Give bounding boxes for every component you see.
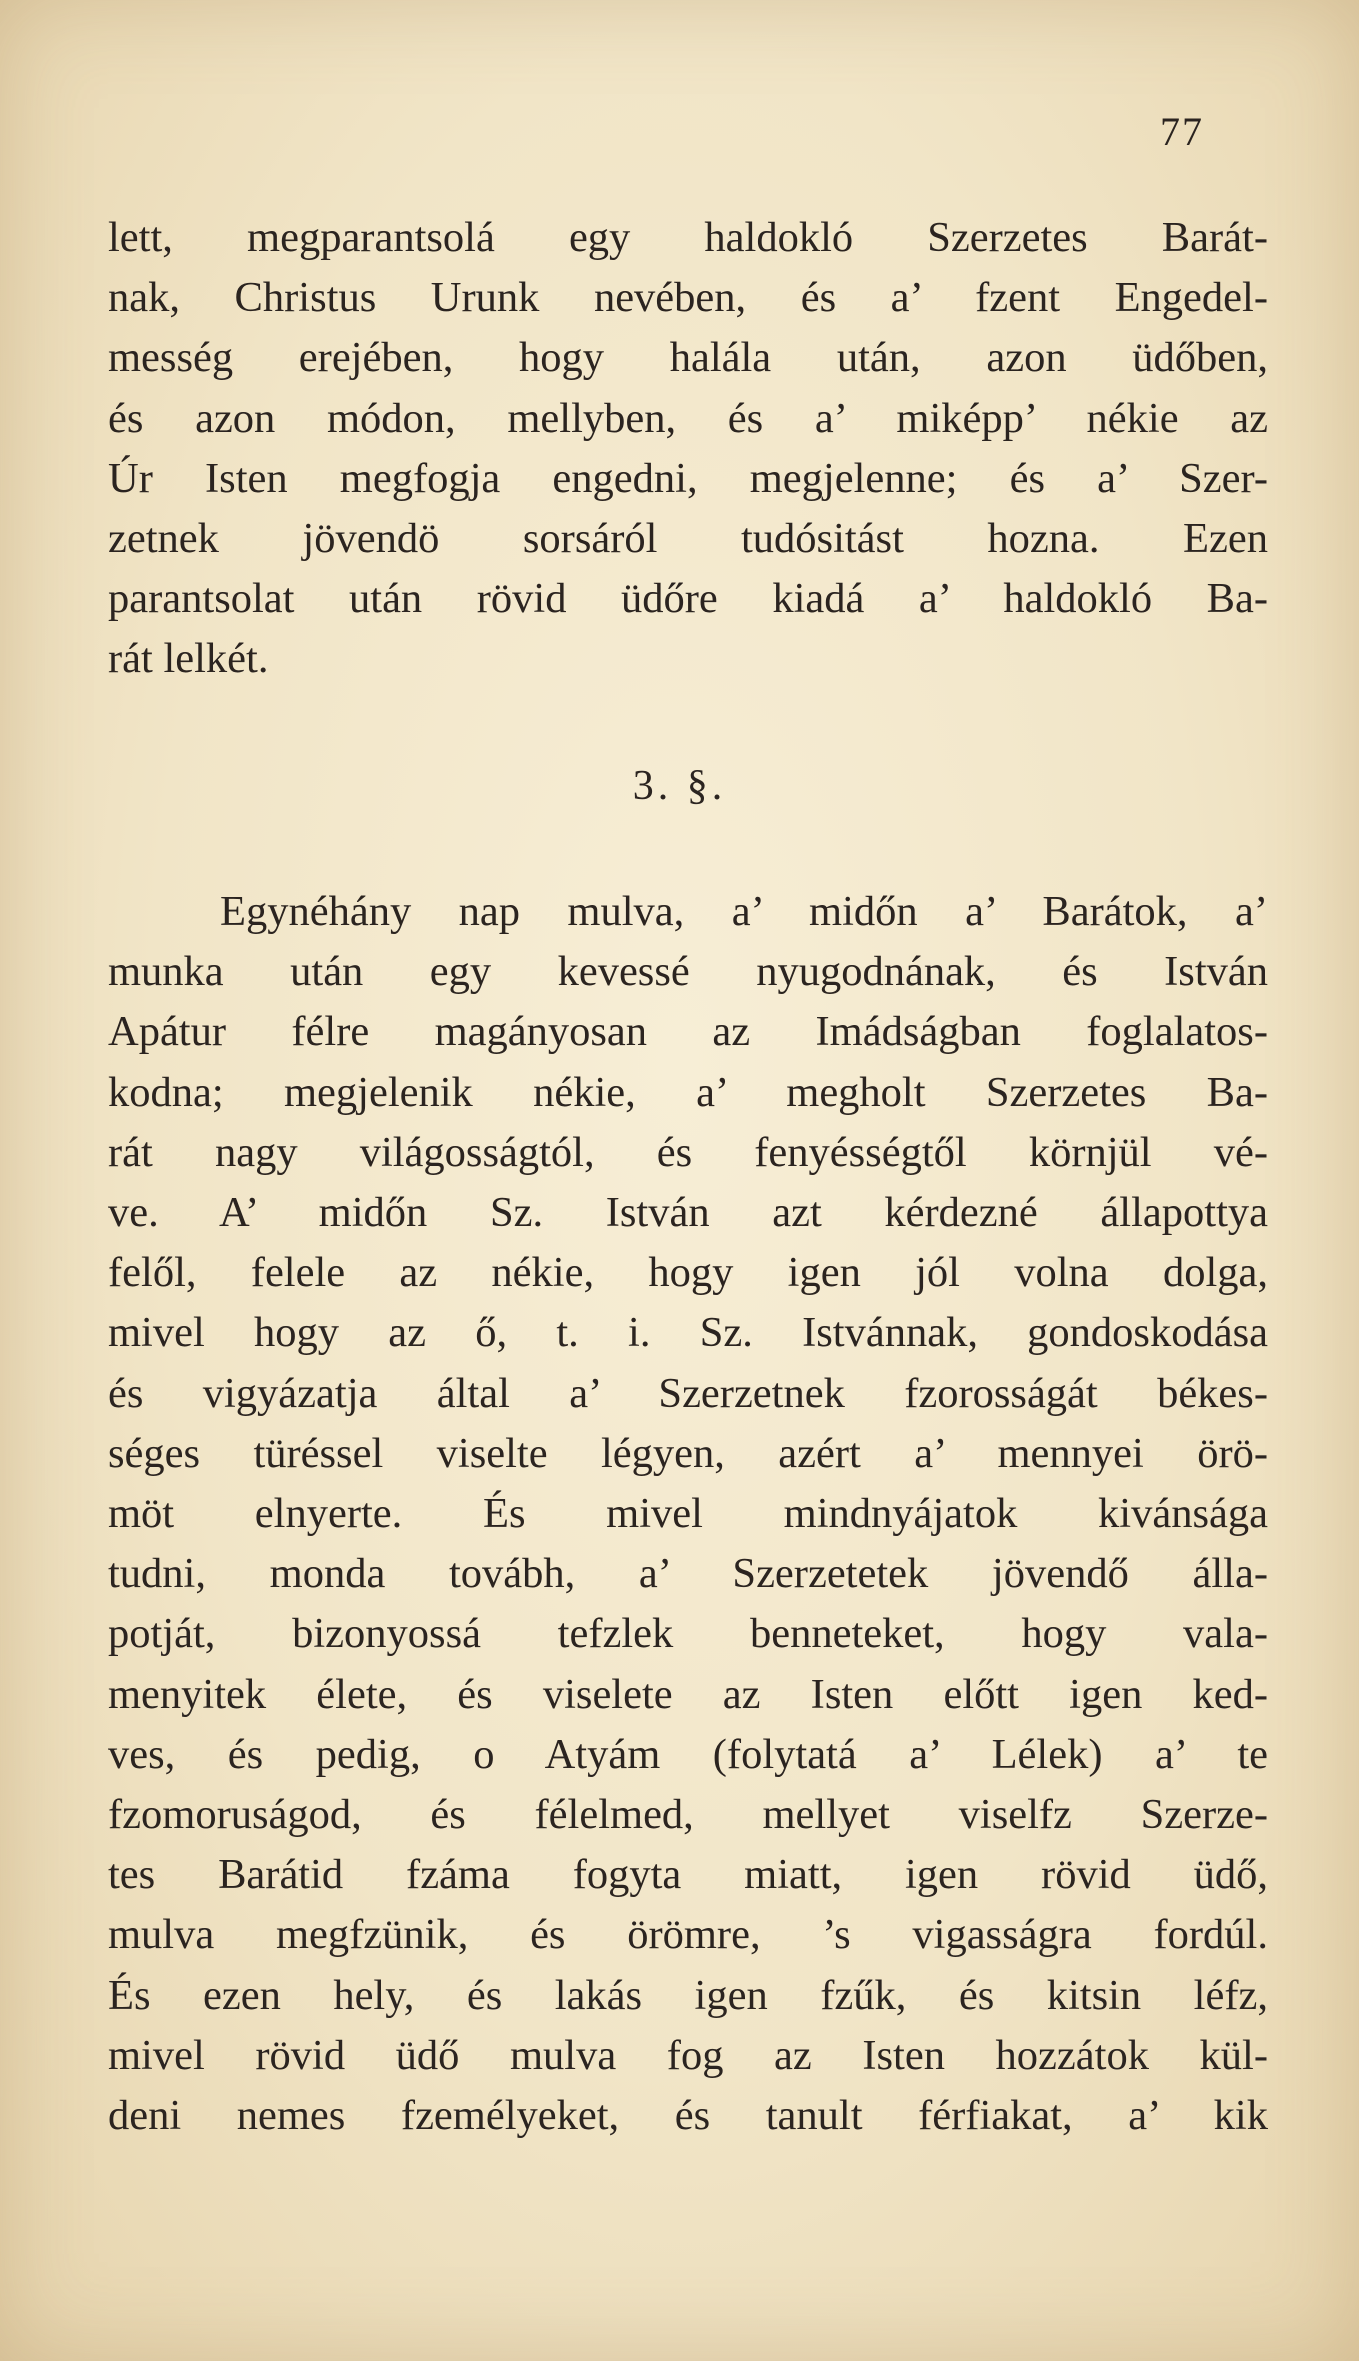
text-line: séges türéssel viselte légyen, azért a’ mennyei örö-	[108, 1429, 1268, 1477]
text-line: ves, és pedig, o Atyám (folytatá a’ Lélek) a’ te	[108, 1730, 1268, 1778]
text-line: potját, bizonyossá tefzlek benneteket, hogy vala-	[108, 1610, 1268, 1658]
text-line: kodna; megjelenik nékie, a’ megholt Szerzetes Ba-	[108, 1068, 1268, 1116]
text-line: És ezen hely, és lakás igen fzűk, és kitsin léfz,	[108, 1971, 1268, 2019]
text-line: mivel rövid üdő mulva fog az Isten hozzátok kül-	[108, 2031, 1268, 2079]
text-line: és azon módon, mellyben, és a’ miképp’ nékie az	[108, 394, 1268, 442]
text-line: munka után egy kevessé nyugodnának, és István	[108, 948, 1268, 996]
text-line: tudni, monda továbh, a’ Szerzetetek jövendő álla-	[108, 1550, 1268, 1598]
text-line: rát nagy világosságtól, és fenyésségtől körnjül vé-	[108, 1128, 1268, 1176]
page-number: 77	[1160, 109, 1204, 154]
text-line: rát lelkét.	[108, 635, 269, 683]
text-line: lett, megparantsolá egy haldokló Szerzetes Barát-	[108, 214, 1268, 261]
text-line: ve. A’ midőn Sz. István azt kérdezné állapottya	[108, 1189, 1268, 1237]
text-line: Úr Isten megfogja engedni, megjelenne; és a’ Szer-	[108, 454, 1268, 502]
text-line: zetnek jövendö sorsáról tudósitást hozna. Ezen	[108, 515, 1268, 563]
text-line: mulva megfzünik, és örömre, ’s vigasságra fordúl.	[108, 1911, 1268, 1959]
text-line: nak, Christus Urunk nevében, és a’ fzent Engedel-	[108, 274, 1268, 322]
text-line: és vigyázatja által a’ Szerzetnek fzorosságát békes-	[108, 1369, 1268, 1417]
paragraph-2	[108, 882, 1268, 2146]
text-line: parantsolat után rövid üdőre kiadá a’ haldokló Ba-	[108, 575, 1268, 623]
text-line: tes Barátid fzáma fogyta miatt, igen rövid üdő,	[108, 1851, 1268, 1899]
text-line: fzomoruságod, és félelmed, mellyet viselfz Szerze-	[108, 1791, 1268, 1839]
text-line: felől, felele az nékie, hogy igen jól volna dolga,	[108, 1249, 1268, 1297]
text-line: Apátur félre magányosan az Imádságban foglalatos-	[108, 1008, 1268, 1056]
section-heading: 3. §.	[632, 763, 727, 809]
text-line: messég erejében, hogy halála után, azon üdőben,	[108, 334, 1268, 382]
text-line: menyitek élete, és viselete az Isten előtt igen ked-	[108, 1670, 1268, 1718]
text-line: möt elnyerte. És mivel mindnyájatok kivánsága	[108, 1490, 1268, 1538]
text-line: deni nemes fzemélyeket, és tanult férfiakat, a’ kik	[108, 2092, 1268, 2140]
text-line: Egynéhány nap mulva, a’ midőn a’ Barátok, a’	[220, 888, 1268, 935]
text-line: mivel hogy az ő, t. i. Sz. Istvánnak, gondoskodása	[108, 1309, 1268, 1357]
paragraph-1	[108, 208, 1268, 690]
